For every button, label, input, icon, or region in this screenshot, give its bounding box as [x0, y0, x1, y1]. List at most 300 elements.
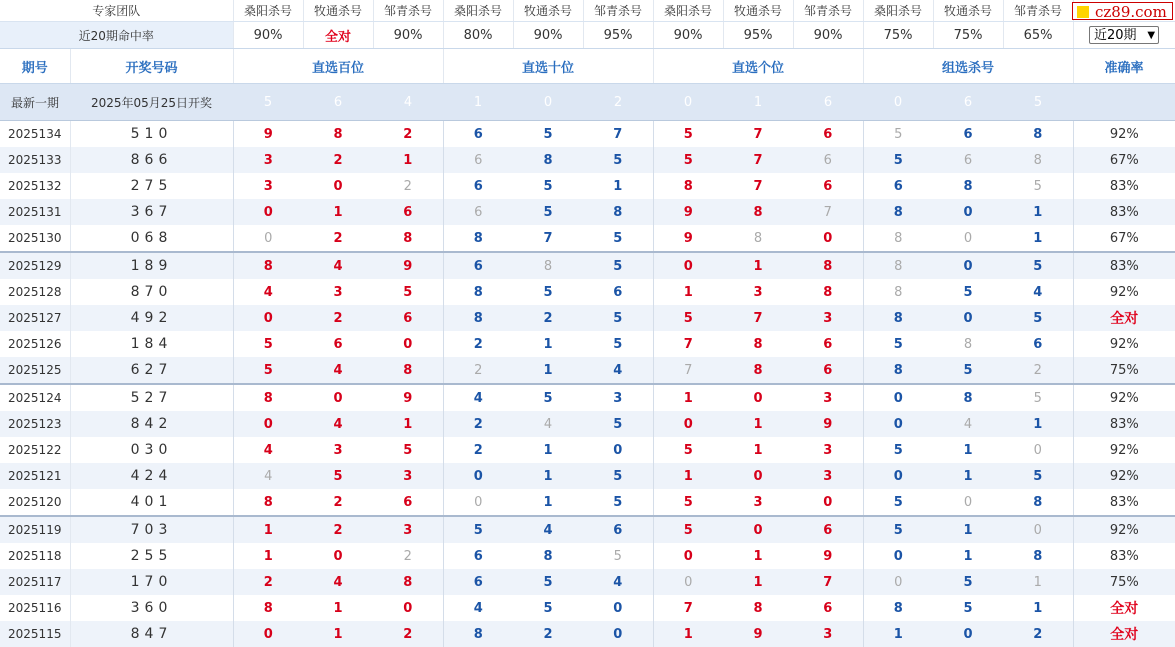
kill-number: 8	[543, 548, 553, 564]
period: 2025121	[0, 463, 70, 489]
kill-number: 1	[753, 442, 763, 458]
period: 2025129	[0, 252, 70, 279]
latest-kill: 4	[373, 84, 443, 121]
kill-number: 2	[443, 357, 513, 384]
latest-kill: 6	[303, 84, 373, 121]
kill-number: 5	[863, 516, 933, 543]
kill-number: 2	[373, 621, 443, 647]
kill-number: 8	[863, 305, 933, 331]
expert-name: 牧通杀号	[723, 0, 793, 22]
period: 2025126	[0, 331, 70, 357]
kill-number: 1	[1003, 569, 1073, 595]
kill-number: 5	[543, 178, 553, 194]
kill-number: 0	[863, 463, 933, 489]
period: 2025131	[0, 199, 70, 225]
kill-number: 8	[723, 357, 793, 384]
winning-number: 870	[70, 279, 233, 305]
kill-number: 5	[963, 284, 973, 300]
kill-number: 0	[863, 384, 933, 411]
kill-number: 1	[513, 463, 583, 489]
kill-number: 7	[653, 357, 723, 384]
kill-number: 2	[513, 621, 583, 647]
kill-number: 5	[613, 230, 623, 246]
kill-number: 0	[863, 411, 933, 437]
select-value: 近20期	[1094, 28, 1137, 43]
table-row	[0, 331, 1175, 357]
kill-number: 7	[653, 595, 723, 621]
winning-number: 184	[70, 331, 233, 357]
col-period: 期号	[0, 49, 70, 84]
kill-number: 8	[233, 384, 303, 411]
kill-number: 5	[653, 516, 723, 543]
accuracy: 92%	[1073, 437, 1175, 463]
kill-number: 7	[653, 331, 723, 357]
kill-number: 6	[443, 543, 513, 569]
kill-number: 8	[513, 252, 583, 279]
kill-number: 5	[443, 516, 513, 543]
kill-number: 9	[653, 199, 723, 225]
winning-number: 424	[70, 463, 233, 489]
kill-number: 5	[583, 411, 653, 437]
kill-number: 8	[963, 336, 973, 352]
latest-kill: 5	[233, 84, 303, 121]
kill-number: 1	[863, 621, 933, 647]
kill-number: 1	[333, 600, 343, 616]
chevron-down-icon: ▼	[1147, 30, 1156, 41]
kill-number: 8	[863, 357, 933, 384]
kill-number: 0	[933, 199, 1003, 225]
period: 2025118	[0, 543, 70, 569]
kill-number: 5	[963, 600, 973, 616]
kill-number: 1	[513, 357, 583, 384]
kill-number: 0	[963, 230, 973, 246]
kill-number: 1	[653, 384, 723, 411]
kill-number: 5	[513, 569, 583, 595]
kill-number: 9	[373, 252, 443, 279]
kill-number: 1	[543, 494, 553, 510]
kill-number: 8	[1033, 126, 1043, 142]
kill-number: 1	[1033, 600, 1043, 616]
kill-number: 6	[333, 336, 343, 352]
kill-number: 8	[863, 279, 933, 305]
kill-number: 5	[653, 305, 723, 331]
kill-number: 8	[863, 225, 933, 252]
table-row	[0, 621, 1175, 647]
kill-number: 1	[653, 621, 723, 647]
hit-rate: 95%	[723, 22, 793, 49]
kill-number: 6	[823, 336, 833, 352]
period: 2025127	[0, 305, 70, 331]
kill-number: 0	[613, 600, 623, 616]
winning-number: 842	[70, 411, 233, 437]
period: 2025116	[0, 595, 70, 621]
kill-number: 4	[303, 357, 373, 384]
accuracy: 全对	[1073, 595, 1175, 621]
kill-number: 8	[753, 230, 763, 246]
kill-number: 5	[403, 284, 413, 300]
kill-number: 1	[723, 411, 793, 437]
kill-number: 5	[1003, 384, 1073, 411]
period: 2025117	[0, 569, 70, 595]
kill-number: 9	[653, 225, 723, 252]
kill-number: 0	[653, 411, 723, 437]
kill-number: 2	[403, 126, 413, 142]
accuracy: 83%	[1073, 173, 1175, 199]
kill-number: 9	[723, 621, 793, 647]
table-row	[0, 595, 1175, 621]
kill-number: 5	[863, 331, 933, 357]
period: 2025125	[0, 357, 70, 384]
kill-number: 0	[653, 569, 723, 595]
expert-name: 桑阳杀号	[233, 0, 303, 22]
kill-number: 2	[233, 569, 303, 595]
kill-number: 2	[333, 494, 343, 510]
kill-number: 3	[583, 384, 653, 411]
kill-number: 1	[543, 336, 553, 352]
kill-number: 3	[233, 173, 303, 199]
accuracy: 83%	[1073, 252, 1175, 279]
kill-number: 6	[373, 305, 443, 331]
hit-rate: 90%	[513, 22, 583, 49]
hit-rate: 80%	[443, 22, 513, 49]
kill-number: 3	[373, 463, 443, 489]
hit-rate: 90%	[233, 22, 303, 49]
kill-number: 0	[1003, 516, 1073, 543]
period: 2025119	[0, 516, 70, 543]
kill-number: 5	[583, 252, 653, 279]
kill-number: 7	[723, 305, 793, 331]
kill-number: 1	[653, 463, 723, 489]
winning-number: 703	[70, 516, 233, 543]
hit-rate-label: 近20期命中率	[0, 22, 233, 49]
kill-number: 5	[1003, 463, 1073, 489]
kill-number: 0	[443, 463, 513, 489]
latest-kill: 6	[933, 84, 1003, 121]
kill-number: 0	[333, 178, 343, 194]
accuracy: 全对	[1073, 621, 1175, 647]
kill-number: 4	[583, 357, 653, 384]
kill-number: 7	[793, 199, 863, 225]
kill-number: 0	[653, 543, 723, 569]
period: 2025123	[0, 411, 70, 437]
kill-number: 7	[543, 230, 553, 246]
kill-number: 2	[303, 147, 373, 173]
kill-number: 4	[513, 516, 583, 543]
kill-number: 4	[933, 411, 1003, 437]
kill-number: 5	[653, 147, 723, 173]
kill-number: 0	[583, 621, 653, 647]
latest-kill: 2	[583, 84, 653, 121]
kill-number: 8	[403, 230, 413, 246]
accuracy: 75%	[1073, 569, 1175, 595]
kill-number: 6	[613, 284, 623, 300]
kill-number: 7	[753, 126, 763, 142]
kill-number: 5	[303, 463, 373, 489]
col-tens: 直选十位	[443, 49, 653, 84]
site-logo[interactable]	[1072, 2, 1173, 20]
kill-number: 1	[723, 569, 793, 595]
expert-name: 邹青杀号	[583, 0, 653, 22]
latest-kill: 1	[723, 84, 793, 121]
kill-number: 8	[863, 199, 933, 225]
kill-number: 0	[933, 621, 1003, 647]
kill-number: 8	[1033, 494, 1043, 510]
kill-number: 8	[1033, 548, 1043, 564]
kill-number: 1	[723, 252, 793, 279]
kill-number: 1	[653, 279, 723, 305]
kill-number: 8	[233, 595, 303, 621]
table-row	[0, 305, 1175, 331]
table-row	[0, 411, 1175, 437]
kill-number: 6	[443, 121, 513, 148]
col-number: 开奖号码	[70, 49, 233, 84]
winning-number: 492	[70, 305, 233, 331]
kill-number: 2	[333, 230, 343, 246]
kill-number: 5	[513, 199, 583, 225]
kill-number: 0	[233, 621, 303, 647]
range-select-cell	[1073, 22, 1175, 49]
kill-number: 8	[443, 621, 513, 647]
kill-number: 0	[933, 252, 1003, 279]
period: 2025124	[0, 384, 70, 411]
kill-number: 3	[753, 284, 763, 300]
period: 2025134	[0, 121, 70, 148]
kill-number: 0	[723, 516, 793, 543]
kill-number: 6	[823, 126, 833, 142]
period: 2025122	[0, 437, 70, 463]
kill-number: 8	[933, 384, 1003, 411]
kill-number: 3	[793, 384, 863, 411]
kill-number: 5	[543, 600, 553, 616]
period-range-select[interactable]	[1089, 26, 1159, 44]
kill-number: 0	[233, 225, 303, 252]
kill-number: 4	[233, 437, 303, 463]
kill-number: 1	[613, 178, 623, 194]
latest-kill: 0	[653, 84, 723, 121]
kill-number: 8	[373, 569, 443, 595]
kill-number: 6	[863, 173, 933, 199]
col-accuracy: 准确率	[1073, 49, 1175, 84]
hit-rate: 65%	[1003, 22, 1073, 49]
kill-number: 8	[653, 173, 723, 199]
kill-number: 8	[863, 252, 933, 279]
accuracy: 83%	[1073, 543, 1175, 569]
kill-number: 8	[443, 279, 513, 305]
accuracy: 92%	[1073, 121, 1175, 148]
kill-number: 6	[443, 199, 513, 225]
kill-number: 6	[793, 516, 863, 543]
kill-number: 5	[233, 331, 303, 357]
kill-number: 0	[303, 384, 373, 411]
kill-number: 0	[933, 305, 1003, 331]
hit-rate: 75%	[863, 22, 933, 49]
kill-number: 8	[793, 252, 863, 279]
kill-number: 5	[613, 548, 622, 564]
kill-number: 6	[583, 516, 653, 543]
table-row	[0, 384, 1175, 411]
kill-number: 4	[303, 252, 373, 279]
kill-number: 0	[723, 384, 793, 411]
kill-number: 6	[823, 178, 833, 194]
winning-number: 360	[70, 595, 233, 621]
kill-number: 5	[933, 357, 1003, 384]
latest-kill: 6	[793, 84, 863, 121]
kill-number: 8	[963, 178, 973, 194]
kill-number: 8	[443, 305, 513, 331]
latest-kill: 0	[863, 84, 933, 121]
expert-name: 牧通杀号	[933, 0, 1003, 22]
hit-rate: 90%	[373, 22, 443, 49]
kill-number: 5	[513, 384, 583, 411]
latest-kill: 5	[1003, 84, 1073, 121]
period: 2025133	[0, 147, 70, 173]
kill-number: 7	[753, 178, 763, 194]
kill-number: 8	[233, 252, 303, 279]
kill-number: 5	[863, 121, 933, 148]
table-row	[0, 199, 1175, 225]
kill-number: 9	[823, 548, 833, 564]
winning-number: 367	[70, 199, 233, 225]
accuracy: 83%	[1073, 411, 1175, 437]
accuracy: 全对	[1073, 305, 1175, 331]
latest-accuracy	[1073, 84, 1175, 121]
kill-number: 3	[793, 463, 863, 489]
kill-number: 0	[233, 305, 303, 331]
winning-number: 170	[70, 569, 233, 595]
table-row	[0, 173, 1175, 199]
kill-number: 3	[793, 305, 863, 331]
kill-number: 1	[233, 516, 303, 543]
kill-number: 6	[963, 126, 973, 142]
period: 2025132	[0, 173, 70, 199]
accuracy: 83%	[1073, 199, 1175, 225]
hit-rate: 95%	[583, 22, 653, 49]
kill-number: 7	[723, 147, 793, 173]
kill-number: 5	[933, 569, 1003, 595]
kill-number: 4	[1033, 284, 1043, 300]
kill-number: 5	[653, 121, 723, 148]
kill-number: 5	[1003, 252, 1073, 279]
kill-number: 6	[793, 147, 863, 173]
expert-name: 牧通杀号	[303, 0, 373, 22]
table-row	[0, 543, 1175, 569]
kill-number: 9	[793, 411, 863, 437]
latest-kill: 1	[443, 84, 513, 121]
kill-number: 0	[653, 252, 723, 279]
kill-number: 3	[373, 516, 443, 543]
kill-number: 5	[543, 284, 553, 300]
kill-number: 3	[793, 621, 863, 647]
kill-number: 4	[583, 569, 653, 595]
kill-number: 1	[1033, 230, 1043, 246]
winning-number: 189	[70, 252, 233, 279]
kill-number: 0	[613, 442, 623, 458]
kill-number: 5	[403, 442, 413, 458]
table-row	[0, 569, 1175, 595]
accuracy: 92%	[1073, 279, 1175, 305]
accuracy: 75%	[1073, 357, 1175, 384]
period: 2025120	[0, 489, 70, 516]
kill-number: 0	[823, 494, 833, 510]
accuracy: 83%	[1073, 489, 1175, 516]
kill-number: 2	[1003, 621, 1073, 647]
kill-number: 3	[823, 442, 833, 458]
kill-number: 5	[613, 494, 623, 510]
kill-number: 6	[443, 147, 513, 173]
kill-number: 0	[403, 600, 413, 616]
winning-number: 255	[70, 543, 233, 569]
kill-number: 5	[863, 437, 933, 463]
kill-number: 4	[443, 384, 513, 411]
kill-number: 8	[583, 199, 653, 225]
accuracy: 92%	[1073, 384, 1175, 411]
kill-number: 3	[333, 284, 343, 300]
col-units: 直选个位	[653, 49, 863, 84]
kill-number: 8	[373, 357, 443, 384]
kill-number: 0	[233, 199, 303, 225]
expert-name: 牧通杀号	[513, 0, 583, 22]
column-header-row	[0, 49, 1175, 84]
kill-number: 6	[373, 199, 443, 225]
period: 2025128	[0, 279, 70, 305]
table-row	[0, 463, 1175, 489]
kill-number: 8	[823, 284, 833, 300]
kill-number: 5	[583, 305, 653, 331]
winning-number: 401	[70, 489, 233, 516]
kill-number: 4	[303, 569, 373, 595]
kill-number: 6	[1033, 336, 1043, 352]
kill-number: 1	[753, 548, 763, 564]
table-row	[0, 516, 1175, 543]
kill-number: 6	[403, 494, 413, 510]
table-row	[0, 225, 1175, 252]
expert-name: 桑阳杀号	[863, 0, 933, 22]
kill-number: 8	[753, 600, 763, 616]
kill-number: 0	[723, 463, 793, 489]
kill-number: 1	[1003, 411, 1073, 437]
kill-number: 4	[233, 279, 303, 305]
winning-number: 510	[70, 121, 233, 148]
accuracy: 92%	[1073, 463, 1175, 489]
kill-number: 1	[933, 463, 1003, 489]
table-row	[0, 252, 1175, 279]
kill-number: 9	[233, 121, 303, 148]
kill-number: 5	[233, 357, 303, 384]
kill-number: 2	[443, 437, 513, 463]
accuracy: 92%	[1073, 331, 1175, 357]
kill-number: 3	[333, 442, 343, 458]
kill-number: 5	[543, 126, 553, 142]
kill-number: 1	[373, 147, 443, 173]
kill-number: 0	[403, 336, 413, 352]
table-row	[0, 121, 1175, 148]
kill-number: 8	[753, 336, 763, 352]
kill-number: 2	[403, 178, 412, 194]
kill-number: 1	[303, 621, 373, 647]
kill-number: 9	[373, 384, 443, 411]
col-group: 组选杀号	[863, 49, 1073, 84]
period: 2025115	[0, 621, 70, 647]
kill-number: 5	[1003, 305, 1073, 331]
kill-number: 8	[1003, 147, 1073, 173]
accuracy: 92%	[1073, 516, 1175, 543]
kill-number: 6	[823, 600, 833, 616]
table-row	[0, 279, 1175, 305]
kill-number: 1	[543, 442, 553, 458]
kill-number: 2	[403, 548, 412, 564]
kill-number: 6	[793, 357, 863, 384]
kill-number: 2	[303, 516, 373, 543]
